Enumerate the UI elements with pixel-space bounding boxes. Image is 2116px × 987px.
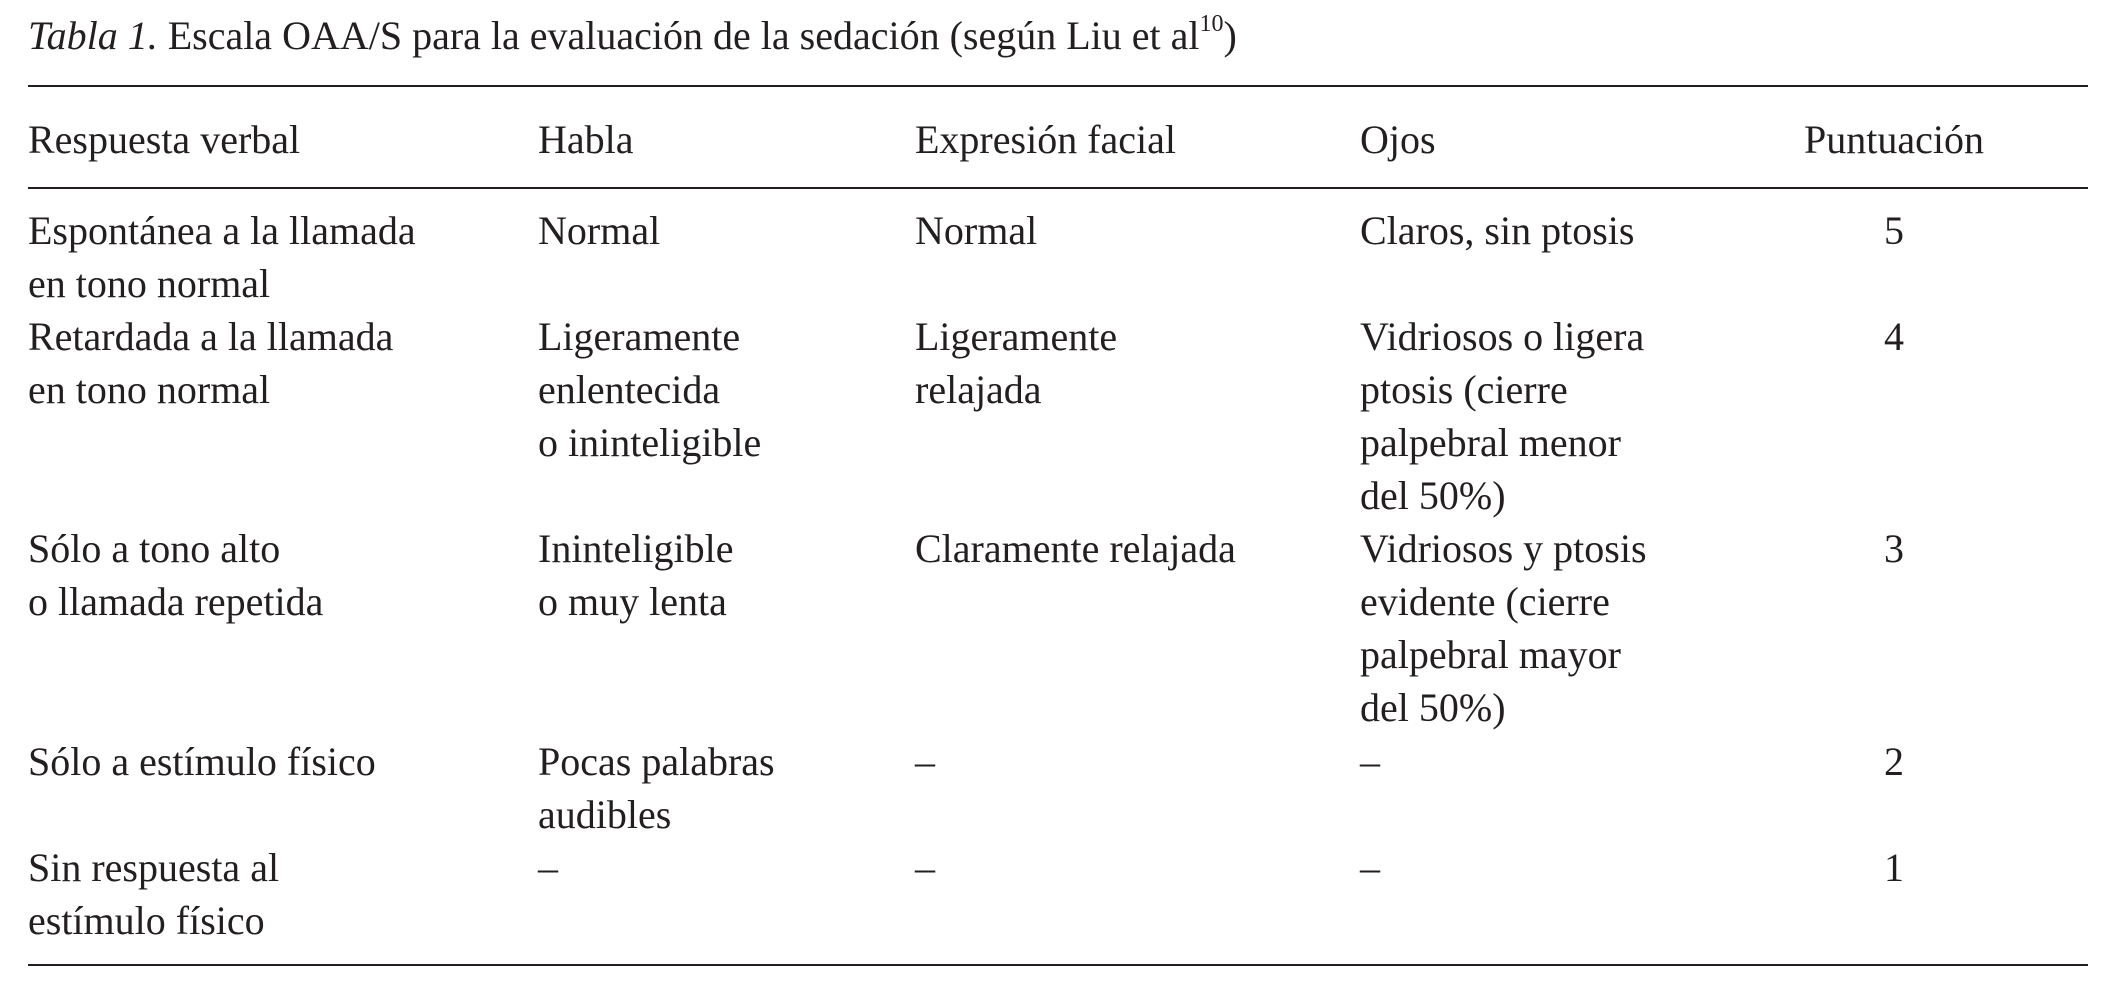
cell-respuesta-verbal: Sin respuesta al estímulo físico [28, 845, 280, 943]
cell-habla: – [538, 845, 558, 890]
header-ojos: Ojos [1360, 117, 1436, 162]
table-caption-lead: Tabla 1. [28, 13, 158, 58]
table-caption-reference: 10 [1199, 10, 1224, 37]
cell-respuesta-verbal: Retardada a la llamada en tono normal [28, 314, 394, 412]
cell-expresion-facial: Normal [915, 208, 1038, 253]
cell-habla: Pocas palabras audibles [538, 739, 775, 837]
cell-puntuacion: 3 [1884, 526, 1904, 571]
header-expresion-facial: Expresión facial [915, 117, 1176, 162]
cell-puntuacion: 2 [1884, 739, 1904, 784]
cell-expresion-facial: Claramente relajada [915, 526, 1236, 571]
cell-puntuacion: 1 [1884, 845, 1904, 890]
cell-respuesta-verbal: Espontánea a la llamada en tono normal [28, 208, 416, 306]
table-top-rule [28, 85, 2088, 87]
cell-ojos: Vidriosos y ptosis evidente (cierre palpebral mayor del 50%) [1360, 526, 1647, 730]
header-puntuacion: Puntuación [1804, 117, 1984, 162]
cell-ojos: – [1360, 845, 1380, 890]
cell-respuesta-verbal: Sólo a tono alto o llamada repetida [28, 526, 324, 624]
table-bottom-rule [28, 964, 2088, 966]
cell-ojos: – [1360, 739, 1380, 784]
cell-puntuacion: 4 [1884, 314, 1904, 359]
cell-ojos: Claros, sin ptosis [1360, 208, 1635, 253]
table-header-rule [28, 187, 2088, 189]
cell-habla: Ininteligible o muy lenta [538, 526, 734, 624]
cell-respuesta-verbal: Sólo a estímulo físico [28, 739, 376, 784]
table-caption [28, 10, 1237, 62]
table-caption-text: Escala OAA/S para la evaluación de la sedación (según Liu et al [157, 13, 1200, 58]
cell-puntuacion: 5 [1884, 208, 1904, 253]
cell-expresion-facial: – [915, 739, 935, 784]
header-respuesta-verbal: Respuesta verbal [28, 117, 301, 162]
cell-expresion-facial: – [915, 845, 935, 890]
cell-habla: Normal [538, 208, 661, 253]
header-habla: Habla [538, 117, 634, 162]
table-caption-close: ) [1223, 13, 1237, 58]
cell-expresion-facial: Ligeramente relajada [915, 314, 1118, 412]
cell-ojos: Vidriosos o ligera ptosis (cierre palpebral menor del 50%) [1360, 314, 1645, 518]
cell-habla: Ligeramente enlentecida o ininteligible [538, 314, 762, 465]
